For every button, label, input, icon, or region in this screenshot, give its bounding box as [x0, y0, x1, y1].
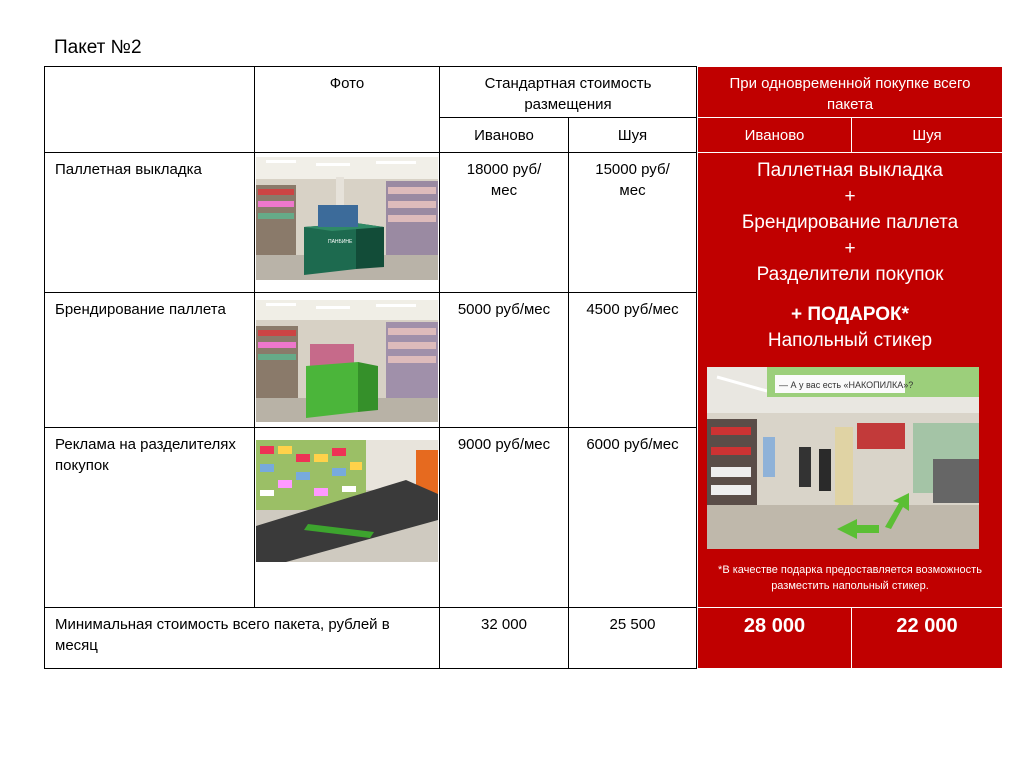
header-shuya-label: Шуя	[617, 127, 648, 144]
price-text: 9000 руб/мес	[457, 436, 551, 453]
price-text: 6000 руб/мес	[586, 436, 679, 453]
price-ivanovo-dividers	[439, 427, 569, 608]
total-label: Минимальная стоимость всего пакета, рублей в месяц	[55, 616, 390, 654]
bundle-line-dividers: Разделители покупок	[756, 264, 944, 285]
page-title: Пакет №2	[54, 37, 142, 58]
price-ivanovo-pallet	[439, 152, 569, 293]
bundle-header-shuya-label: Шуя	[912, 127, 942, 144]
header-ivanovo	[439, 117, 569, 153]
floor-sticker-photo	[707, 367, 979, 549]
price-text: 5000 руб/мес	[457, 301, 551, 318]
total-ivanovo: 32 000	[481, 616, 527, 633]
row-label-dividers	[44, 427, 255, 608]
bundle-total-ivanovo: 28 000	[743, 615, 806, 637]
sticker-slogan: — А у вас есть «НАКОПИЛКА»?	[779, 380, 914, 390]
gift-item: Напольный стикер	[767, 330, 933, 351]
bundle-header-ivanovo	[697, 117, 852, 153]
price-ivanovo-branding	[439, 292, 569, 428]
total-shuya-cell	[568, 607, 697, 669]
total-label-cell	[44, 607, 440, 669]
header-photo	[254, 66, 440, 153]
header-empty-cell	[44, 66, 255, 153]
bundle-plus-1: +	[844, 186, 856, 207]
bundle-total-shuya-cell	[851, 607, 1003, 669]
bundle-header-ivanovo-label: Иваново	[744, 127, 805, 144]
header-photo-label: Фото	[329, 75, 365, 92]
bundle-line-pallet: Паллетная выкладка	[757, 160, 943, 181]
checkout-divider-photo	[256, 440, 438, 562]
bundle-line-branding: Брендирование паллета	[741, 212, 959, 233]
price-shuya-dividers	[568, 427, 697, 608]
price-shuya-branding	[568, 292, 697, 428]
row-label-pallet	[44, 152, 255, 293]
bundle-header-shuya	[851, 117, 1003, 153]
bundle-total-shuya: 22 000	[896, 615, 958, 637]
price-text: 4500 руб/мес	[586, 301, 679, 318]
total-ivanovo-cell	[439, 607, 569, 669]
price-shuya-pallet	[568, 152, 697, 293]
branded-pallet-photo	[256, 300, 438, 422]
pallet-brand-label: ПАНБИНЕ	[328, 239, 353, 245]
gift-label: + ПОДАРОК*	[790, 304, 909, 325]
row-label-text: Реклама на разделителях покупок	[55, 436, 236, 474]
header-standard-cost	[439, 66, 697, 118]
total-shuya: 25 500	[609, 616, 656, 633]
bundle-total-ivanovo-cell	[697, 607, 852, 669]
header-bundle-label: При одновременной покупке всего пакета	[729, 75, 971, 113]
price-text: 18000 руб/мес	[466, 161, 542, 199]
bundle-plus-2: +	[844, 238, 856, 259]
row-label-text: Брендирование паллета	[55, 301, 226, 318]
header-shuya	[568, 117, 697, 153]
row-label-text: Паллетная выкладка	[55, 161, 202, 178]
gift-footnote-text: *В качестве подарка предоставляется возможность разместить напольный стикер.	[718, 564, 982, 592]
header-bundle	[697, 66, 1003, 118]
gift-footnote	[707, 562, 993, 594]
header-ivanovo-label: Иваново	[474, 127, 534, 144]
header-standard-cost-label: Стандартная стоимость размещения	[484, 75, 652, 113]
price-text: 15000 руб/мес	[595, 161, 670, 199]
pallet-display-photo	[256, 157, 438, 280]
row-label-branding	[44, 292, 255, 428]
